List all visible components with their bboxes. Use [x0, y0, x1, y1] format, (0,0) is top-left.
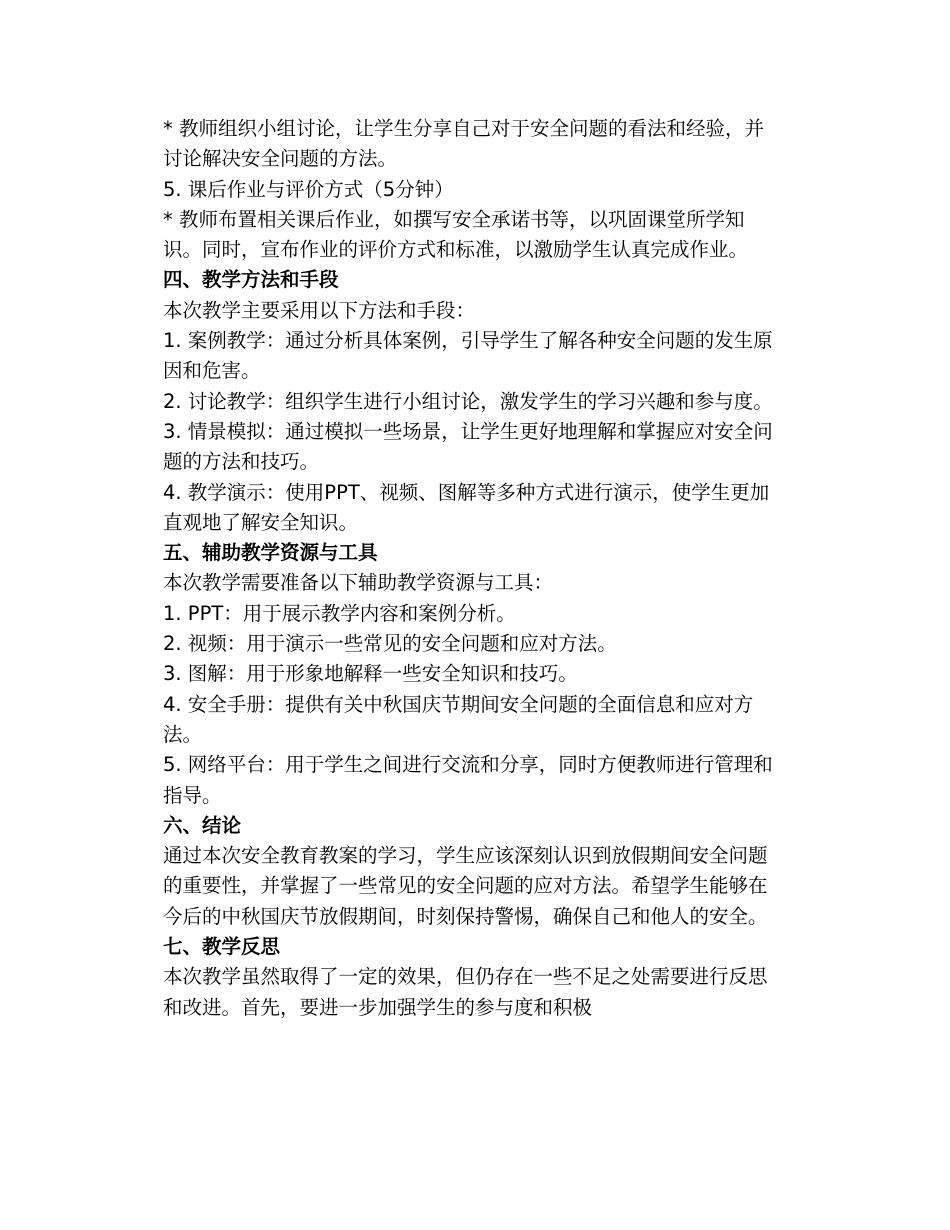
section-5-heading: 五、辅助教学资源与工具 — [163, 541, 378, 565]
method-3: 3. 情景模拟：通过模拟一些场景，让学生更好地理解和掌握应对安全问题的方法和技巧。 — [163, 419, 773, 474]
step-4-detail: * 教师组织小组讨论，让学生分享自己对于安全问题的看法和经验，并讨论解决安全问题的方法。 — [163, 117, 764, 171]
section-4-intro: 本次教学主要采用以下方法和手段： — [163, 298, 476, 322]
method-1: 1. 案例教学：通过分析具体案例，引导学生了解各种安全问题的发生原因和危害。 — [163, 329, 773, 383]
section-4-heading: 四、教学方法和手段 — [163, 268, 339, 292]
resource-3: 3. 图解：用于形象地解释一些安全知识和技巧。 — [163, 662, 578, 686]
conclusion-text: 通过本次安全教育教案的学习，学生应该深刻认识到放假期间安全问题的重要性，并掌握了一些常见的安全问题的应对方法。希望学生能够在今后的中秋国庆节放假期间，时刻保持警惕，确保自己和他人的安全。 — [163, 844, 768, 928]
reflection-text: 本次教学虽然取得了一定的效果，但仍存在一些不足之处需要进行反思和改进。首先，要进一步加强学生的参与度和积极 — [163, 965, 768, 1019]
resource-1: 1. PPT：用于展示教学内容和案例分析。 — [163, 601, 516, 625]
resource-4: 4. 安全手册：提供有关中秋国庆节期间安全问题的全面信息和应对方法。 — [163, 692, 754, 746]
step-5-detail: * 教师布置相关课后作业，如撰写安全承诺书等，以巩固课堂所学知识。同时，宣布作业的评价方式和标准，以激励学生认真完成作业。 — [163, 207, 749, 262]
resource-5: 5. 网络平台：用于学生之间进行交流和分享，同时方便教师进行管理和指导。 — [163, 753, 773, 807]
document-page — [163, 114, 783, 1023]
step-5-title: 5. 课后作业与评价方式（5分钟） — [163, 177, 454, 201]
section-7-heading: 七、教学反思 — [163, 935, 281, 959]
section-6-heading: 六、结论 — [163, 813, 242, 837]
method-4: 4. 教学演示：使用PPT、视频、图解等多种方式进行演示，使学生更加直观地了解安全知识。 — [163, 480, 770, 534]
resource-2: 2. 视频：用于演示一些常见的安全问题和应对方法。 — [163, 632, 617, 656]
method-2: 2. 讨论教学：组织学生进行小组讨论，激发学生的学习兴趣和参与度。 — [163, 389, 773, 413]
section-5-intro: 本次教学需要准备以下辅助教学资源与工具： — [163, 571, 554, 595]
